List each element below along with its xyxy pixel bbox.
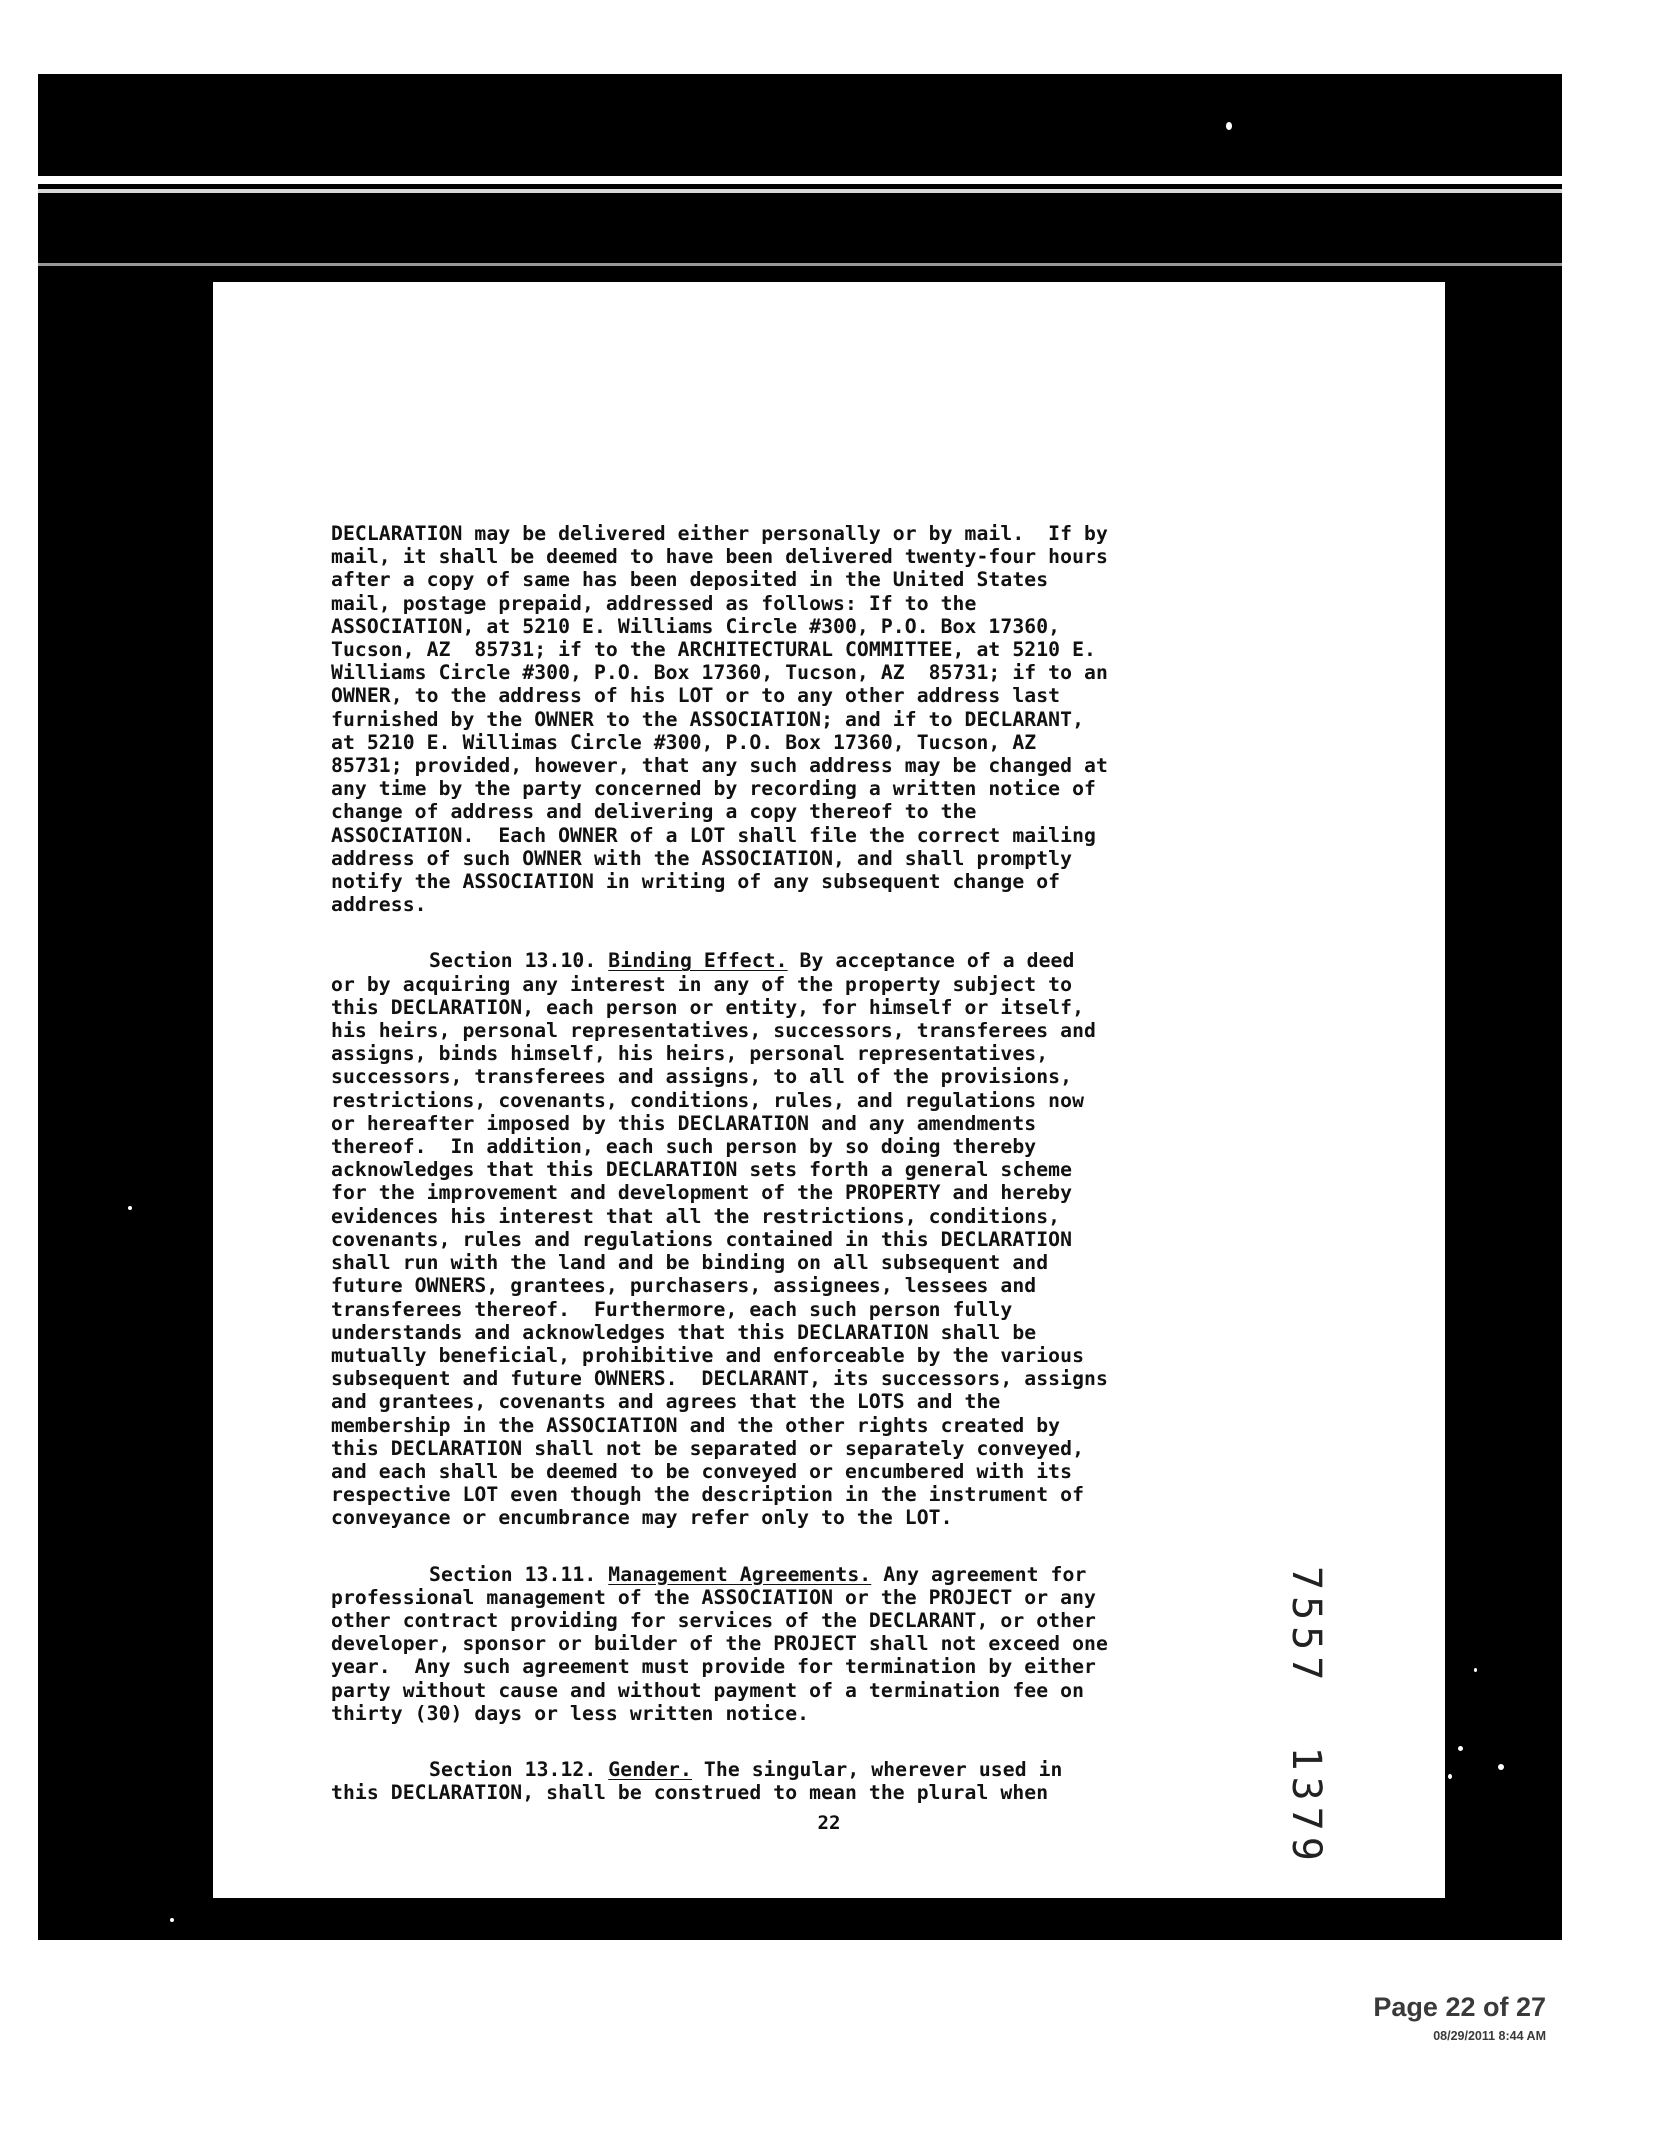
notice-paragraph-line: notify the ASSOCIATION in writing of any subsequent change of	[331, 870, 1061, 894]
section-line: and grantees, covenants and agrees that the LOTS and the	[331, 1390, 1001, 1414]
document-page	[213, 282, 1445, 1898]
section-line: shall run with the land and be binding on all subsequent and	[331, 1251, 1049, 1275]
section-line: this DECLARATION shall not be separated or separately conveyed,	[331, 1436, 1085, 1460]
section-13-10	[331, 949, 1291, 1529]
section-line: assigns, binds himself, his heirs, personal representatives,	[331, 1042, 1049, 1066]
section-line: respective LOT even though the description in the instrument of	[331, 1483, 1085, 1507]
section-13-11	[331, 1563, 1291, 1725]
scan-speck	[170, 1918, 174, 1922]
section-line: mutually beneficial, prohibitive and enforceable by the various	[331, 1343, 1085, 1367]
section-line: his heirs, personal representatives, successors, transferees and	[331, 1019, 1096, 1043]
notice-paragraph-line: after a copy of same has been deposited in the United States	[331, 568, 1049, 592]
notice-paragraph-line: at 5210 E. Willimas Circle #300, P.O. Box 17360, Tucson, AZ	[331, 730, 1037, 754]
notice-paragraph-line: Tucson, AZ 85731; if to the ARCHITECTURAL COMMITTEE, at 5210 E.	[331, 638, 1096, 662]
scanned-page-frame	[38, 74, 1562, 1940]
section-line: restrictions, covenants, conditions, rules, and regulations now	[331, 1088, 1085, 1112]
notice-paragraph-line: address.	[331, 893, 427, 917]
section-line: this DECLARATION, each person or entity, for himself or itself,	[331, 995, 1085, 1019]
section-number: Section 13.12.	[429, 1757, 597, 1781]
notice-paragraph-line: Williams Circle #300, P.O. Box 17360, Tucson, AZ 85731; if to an	[331, 661, 1108, 685]
page-number: 22	[817, 1812, 841, 1834]
notice-paragraph-line: change of address and delivering a copy thereof to the	[331, 800, 977, 824]
scan-speck	[128, 1206, 132, 1210]
section-line: or by acquiring any interest in any of the property subject to	[331, 972, 1073, 996]
section-heading: Binding Effect.	[608, 949, 788, 973]
section-line: thereof. In addition, each such person by so doing thereby	[331, 1135, 1037, 1159]
section-line: acknowledges that this DECLARATION sets forth a general scheme	[331, 1158, 1073, 1182]
section-line: other contract providing for services of the DECLARANT, or other	[331, 1608, 1096, 1632]
scan-artifact-stripe	[38, 263, 1562, 266]
section-heading: Management Agreements.	[608, 1562, 872, 1586]
scan-artifact-stripe	[38, 189, 1562, 193]
notice-paragraph-line: furnished by the OWNER to the ASSOCIATION; and if to DECLARANT,	[331, 707, 1085, 731]
section-line: for the improvement and development of the PROPERTY and hereby	[331, 1181, 1073, 1205]
section-line: professional management of the ASSOCIATION or the PROJECT or any	[331, 1585, 1096, 1609]
section-line: future OWNERS, grantees, purchasers, assignees, lessees and	[331, 1274, 1037, 1298]
section-first-line: Any agreement for	[883, 1562, 1087, 1586]
section-line: membership in the ASSOCIATION and the other rights created by	[331, 1413, 1061, 1437]
section-13-12	[331, 1758, 1291, 1804]
section-line: understands and acknowledges that this DECLARATION shall be	[331, 1320, 1037, 1344]
notice-paragraph-line: 85731; provided, however, that any such address may be changed at	[331, 754, 1108, 778]
notice-paragraph-line: OWNER, to the address of his LOT or to any other address last	[331, 684, 1061, 708]
notice-paragraph-line: mail, postage prepaid, addressed as follows: If to the	[331, 591, 977, 615]
recording-number-stamp: 7557 1379	[1283, 1566, 1329, 1867]
section-number: Section 13.11.	[429, 1562, 597, 1586]
scan-artifact-stripe	[38, 176, 1562, 184]
section-line: this DECLARATION, shall be construed to mean the plural when	[331, 1781, 1049, 1805]
section-line: conveyance or encumbrance may refer only to the LOT.	[331, 1506, 953, 1530]
scan-speck	[1226, 122, 1232, 130]
section-line: covenants, rules and regulations contained in this DECLARATION	[331, 1227, 1073, 1251]
section-line: or hereafter imposed by this DECLARATION and any amendments	[331, 1111, 1037, 1135]
scan-speck	[1458, 1746, 1463, 1751]
section-line: subsequent and future OWNERS. DECLARANT, its successors, assigns	[331, 1367, 1108, 1391]
section-first-line: The singular, wherever used in	[703, 1757, 1063, 1781]
notice-paragraph-line: address of such OWNER with the ASSOCIATION, and shall promptly	[331, 846, 1073, 870]
notice-paragraph-line: DECLARATION may be delivered either personally or by mail. If by	[331, 522, 1108, 545]
section-line: party without cause and without payment of a termination fee on	[331, 1678, 1085, 1702]
document-body	[331, 522, 1291, 1804]
section-heading: Gender.	[608, 1757, 692, 1781]
section-line: transferees thereof. Furthermore, each such person fully	[331, 1297, 1013, 1321]
section-line: year. Any such agreement must provide for termination by either	[331, 1655, 1096, 1679]
section-first-line: By acceptance of a deed	[799, 949, 1075, 973]
notice-paragraph-line: ASSOCIATION, at 5210 E. Williams Circle #300, P.O. Box 17360,	[331, 614, 1061, 638]
notice-paragraph-line: mail, it shall be deemed to have been delivered twenty-four hours	[331, 545, 1108, 569]
page-count-label: Page 22 of 27	[1373, 1992, 1546, 2022]
section-line: thirty (30) days or less written notice.	[331, 1701, 810, 1725]
notice-paragraph-line: ASSOCIATION. Each OWNER of a LOT shall file the correct mailing	[331, 823, 1096, 847]
section-line: evidences his interest that all the restrictions, conditions,	[331, 1204, 1061, 1228]
section-line: and each shall be deemed to be conveyed or encumbered with its	[331, 1459, 1073, 1483]
notice-paragraph-line: any time by the party concerned by recording a written notice of	[331, 777, 1096, 801]
scan-speck	[1448, 1774, 1452, 1779]
scan-speck	[1474, 1668, 1477, 1672]
section-number: Section 13.10.	[429, 949, 597, 973]
scan-speck	[1498, 1764, 1504, 1770]
section-line: successors, transferees and assigns, to all of the provisions,	[331, 1065, 1073, 1089]
section-line: developer, sponsor or builder of the PROJECT shall not exceed one	[331, 1632, 1108, 1656]
print-timestamp: 08/29/2011 8:44 AM	[1433, 2029, 1546, 2043]
